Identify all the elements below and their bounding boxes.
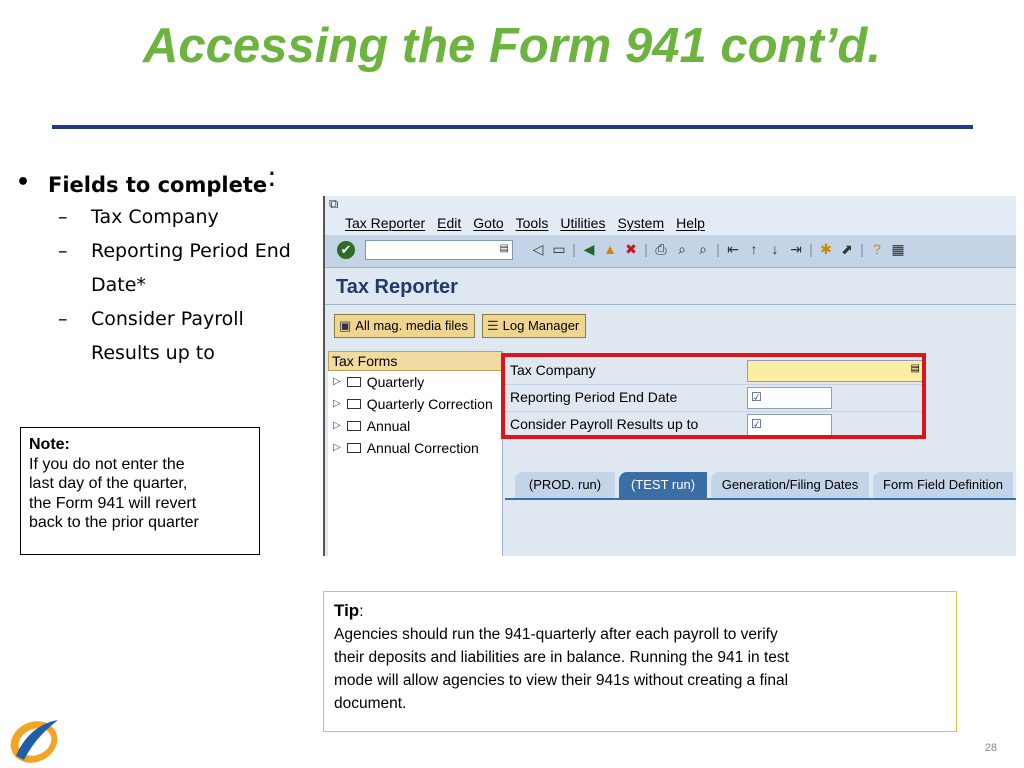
tree-item-quarterly[interactable] <box>328 371 502 393</box>
save-icon[interactable]: ▭ <box>552 241 566 257</box>
sub-item-text: Reporting Period End Date* <box>91 240 291 296</box>
menu-system[interactable]: System <box>617 215 665 231</box>
expand-triangle-icon[interactable]: ▷ <box>333 420 341 431</box>
highlight-box <box>501 353 926 439</box>
cancel-icon[interactable]: ✖ <box>625 241 637 257</box>
media-files-icon: ▣ <box>339 318 352 333</box>
title-separator <box>325 304 1016 305</box>
menu-utilities[interactable]: Utilities <box>560 215 606 231</box>
dropdown-icon[interactable]: ▤ <box>910 363 920 374</box>
button-label: Log Manager <box>502 318 580 333</box>
tip-title: Tip <box>334 601 360 620</box>
slide-title: Accessing the Form 941 cont’d. <box>143 19 881 73</box>
page-number: 28 <box>984 742 997 754</box>
exit-icon[interactable]: ▲ <box>603 241 617 257</box>
menu-bar <box>325 196 1016 235</box>
tree-item-quarterly-correction[interactable] <box>328 393 502 415</box>
tree-item-label: Annual Correction <box>366 440 479 456</box>
tree-item-label: Annual <box>366 418 411 434</box>
bullet-fields-to-complete <box>14 160 314 200</box>
note-line: back to the prior quarter <box>29 514 199 531</box>
toolbar-separator: | <box>809 241 813 257</box>
sub-item-text: Tax Company <box>91 206 219 228</box>
sub-item-tax-company: – Tax Company <box>58 206 219 228</box>
required-check-icon: ☑ <box>751 390 762 404</box>
tree-header[interactable]: Tax Forms <box>328 351 502 371</box>
required-check-icon: ☑ <box>751 417 762 431</box>
dropdown-icon[interactable]: ▤ <box>499 243 509 254</box>
command-field[interactable] <box>365 240 513 260</box>
sap-window <box>323 196 1016 556</box>
menu-help[interactable]: Help <box>676 215 705 231</box>
tree-item-annual-correction[interactable] <box>328 437 502 459</box>
note-line: the Form 941 will revert <box>29 494 197 512</box>
tip-line: Agencies should run the 941-quarterly after each payroll to verify <box>334 626 778 643</box>
tax-forms-tree <box>328 351 503 556</box>
bullet-list <box>14 160 314 370</box>
help-icon[interactable]: ? <box>873 241 881 257</box>
note-box <box>20 427 260 555</box>
tree-item-label: Quarterly Correction <box>366 396 493 412</box>
tab-form-field-definition[interactable]: Form Field Definition <box>873 472 1013 498</box>
menu-tax-reporter[interactable]: Tax Reporter <box>345 215 426 231</box>
log-icon: ☰ <box>487 318 499 333</box>
tab-generation-filing-dates[interactable]: Generation/Filing Dates <box>711 472 869 498</box>
new-session-icon[interactable]: ✱ <box>820 241 832 257</box>
expand-triangle-icon[interactable]: ▷ <box>333 376 341 387</box>
sub-item-text: Consider Payroll Results up to <box>91 308 244 364</box>
note-line: If you do not enter the <box>29 455 185 473</box>
expand-triangle-icon[interactable]: ▷ <box>333 442 341 453</box>
consider-payroll-label: Consider Payroll Results up to <box>510 416 699 432</box>
find-icon[interactable]: ⌕ <box>678 241 686 257</box>
note-line: last day of the quarter, <box>29 475 188 492</box>
menu-edit[interactable]: Edit <box>437 215 462 231</box>
enter-check-icon[interactable]: ✔ <box>337 241 355 259</box>
menu-goto[interactable]: Goto <box>473 215 504 231</box>
folder-icon <box>347 421 361 431</box>
tip-line: their deposits and liabilities are in balance. Running the 941 in test <box>334 649 789 666</box>
toolbar-separator: | <box>716 241 720 257</box>
note-title: Note: <box>29 436 70 453</box>
tip-box <box>323 591 957 732</box>
expand-triangle-icon[interactable]: ▷ <box>333 398 341 409</box>
tip-title-colon: : <box>359 603 364 620</box>
bullet-colon: : <box>267 160 277 193</box>
tip-line: mode will allow agencies to view their 941s without creating a final <box>334 672 789 689</box>
toolbar-separator: | <box>572 241 576 257</box>
next-page-icon[interactable]: ↓ <box>771 241 779 257</box>
folder-icon <box>347 443 361 453</box>
tree-item-annual[interactable] <box>328 415 502 437</box>
company-logo-icon <box>6 712 62 768</box>
tab-test-run[interactable]: (TEST run) <box>619 472 707 498</box>
bullet-dot: • <box>16 170 31 195</box>
app-title: Tax Reporter <box>336 276 458 298</box>
previous-page-icon[interactable]: ↑ <box>750 241 758 257</box>
folder-icon <box>347 377 361 387</box>
sub-item-reporting-period: – Reporting Period End Date* <box>58 240 291 296</box>
shortcut-icon[interactable]: ⬈ <box>841 241 853 257</box>
standard-toolbar <box>325 235 1016 268</box>
period-end-label: Reporting Period End Date <box>510 389 678 405</box>
print-icon[interactable]: ⎙ <box>655 241 667 257</box>
bullet-text: Fields to complete <box>48 173 268 197</box>
tip-line: document. <box>334 695 407 712</box>
all-mag-media-files-button[interactable] <box>334 314 475 338</box>
toolbar-separator: | <box>860 241 864 257</box>
tree-item-label: Quarterly <box>366 374 425 390</box>
tax-company-label: Tax Company <box>510 362 596 378</box>
sub-item-consider-payroll: – Consider Payroll Results up to <box>58 308 244 364</box>
tab-strip <box>505 472 1016 498</box>
toolbar-separator: | <box>644 241 648 257</box>
folder-icon <box>347 399 361 409</box>
window-menu-icon[interactable]: ⧉ <box>329 196 339 211</box>
tab-content <box>505 498 1016 556</box>
menu-tools[interactable]: Tools <box>515 215 549 231</box>
first-page-icon[interactable]: ⇤ <box>727 241 739 257</box>
find-next-icon[interactable]: ⌕ <box>699 241 707 257</box>
button-label: All mag. media files <box>355 318 469 333</box>
tab-prod-run[interactable]: (PROD. run) <box>515 472 615 498</box>
title-divider <box>52 125 973 129</box>
back-icon[interactable]: ◀ <box>583 241 595 257</box>
log-manager-button[interactable] <box>482 314 586 338</box>
back-arrow-icon[interactable]: ◁ <box>532 241 544 257</box>
layout-menu-icon[interactable]: ▦ <box>891 241 905 257</box>
last-page-icon[interactable]: ⇥ <box>790 241 802 257</box>
